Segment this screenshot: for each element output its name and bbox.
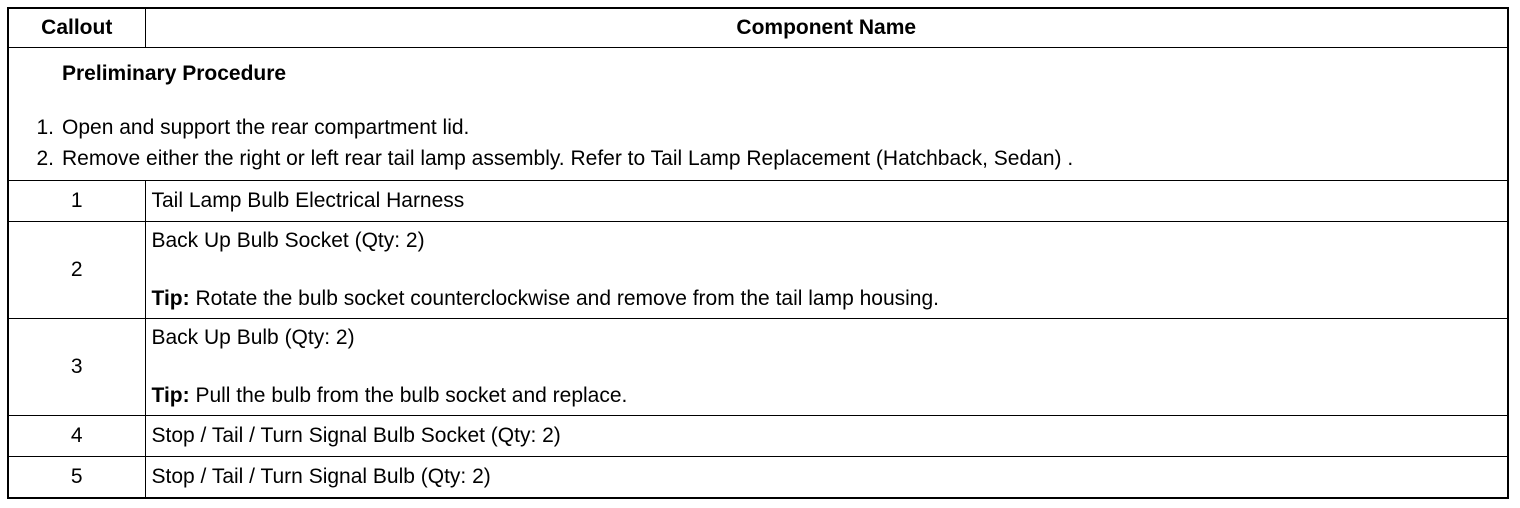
component-name: Stop / Tail / Turn Signal Bulb Socket (Qty: 2): [145, 416, 1508, 457]
tip-line: [152, 287, 1508, 311]
table-header-row: [8, 8, 1508, 48]
component-name-cell: [145, 319, 1508, 416]
procedure-table-container: [7, 7, 1507, 499]
step-number: 1.: [36, 116, 54, 139]
preliminary-step: [9, 112, 1507, 143]
callout-number: 5: [8, 457, 145, 499]
step-text: Open and support the rear compartment lid.: [62, 116, 470, 139]
step-number: 2.: [36, 147, 54, 170]
tip-label: Tip:: [151, 287, 190, 310]
preliminary-step: [9, 143, 1507, 174]
callout-number: 1: [8, 181, 145, 222]
component-name: Tail Lamp Bulb Electrical Harness: [145, 181, 1508, 222]
tip-label: Tip:: [151, 384, 190, 407]
preliminary-procedure-row: [8, 48, 1508, 181]
component-name-cell: [145, 222, 1508, 319]
component-name-column-header: Component Name: [145, 8, 1508, 48]
component-name: Back Up Bulb (Qty: 2): [151, 326, 355, 349]
preliminary-procedure-title: Preliminary Procedure: [62, 62, 287, 85]
table-row: [8, 181, 1508, 222]
table-row: [8, 319, 1508, 416]
table-row: [8, 416, 1508, 457]
component-name: Stop / Tail / Turn Signal Bulb (Qty: 2): [145, 457, 1508, 499]
component-name: Back Up Bulb Socket (Qty: 2): [151, 229, 425, 252]
step-text: Remove either the right or left rear tail lamp assembly. Refer to Tail Lamp Replacement (Hatchback, Sedan) .: [62, 147, 1074, 170]
callout-number: 3: [8, 319, 145, 416]
callout-number: 2: [8, 222, 145, 319]
tip-text: Pull the bulb from the bulb socket and replace.: [189, 384, 628, 407]
tip-line: [152, 384, 1508, 408]
table-row: [8, 457, 1508, 499]
callout-column-header: Callout: [8, 8, 145, 48]
preliminary-procedure-cell: [8, 48, 1508, 181]
table-row: [8, 222, 1508, 319]
procedure-table: [7, 7, 1509, 499]
tip-text: Rotate the bulb socket counterclockwise and remove from the tail lamp housing.: [189, 287, 939, 310]
callout-number: 4: [8, 416, 145, 457]
